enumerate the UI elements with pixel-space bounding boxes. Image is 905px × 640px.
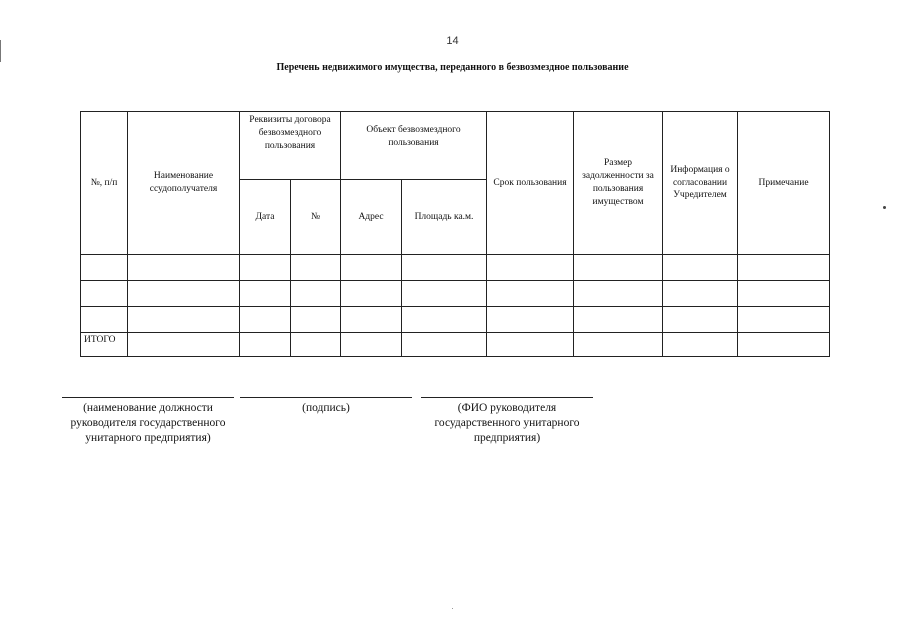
- table-cell: [738, 333, 830, 357]
- document-title: Перечень недвижимого имущества, переданного в безвозмездное пользование: [276, 62, 629, 73]
- signature-block-fio: [421, 397, 593, 446]
- table-cell: [341, 255, 402, 281]
- table-cell: [487, 333, 574, 357]
- table-cell: [240, 333, 291, 357]
- table-cell: [402, 255, 487, 281]
- header-term: Срок пользования: [487, 112, 574, 255]
- table-cell: [291, 333, 341, 357]
- table-row: [81, 307, 830, 333]
- signature-block-position: [62, 397, 234, 446]
- scan-speck: [452, 608, 453, 609]
- header-approval: Информация о согласовании Учредителем: [663, 112, 738, 255]
- table-cell: [663, 255, 738, 281]
- header-row-1: [81, 112, 830, 180]
- signature-block-signature: [240, 397, 412, 416]
- table-cell: [128, 307, 240, 333]
- table-cell: [128, 333, 240, 357]
- table-cell: [291, 255, 341, 281]
- table-cell: [291, 307, 341, 333]
- table-cell: [738, 255, 830, 281]
- table-cell: [240, 307, 291, 333]
- signature-line-signature: [240, 397, 412, 398]
- table-cell: [574, 281, 663, 307]
- table-cell: [738, 307, 830, 333]
- table-cell: [663, 307, 738, 333]
- total-row: [81, 333, 830, 357]
- header-num: №, п/п: [81, 112, 128, 255]
- table-cell: [574, 333, 663, 357]
- table-cell: [81, 307, 128, 333]
- table-cell: [402, 333, 487, 357]
- position-caption: (наименование должности руководителя государственного унитарного предприятия): [70, 402, 226, 444]
- total-label: ИТОГО: [81, 333, 128, 357]
- table-cell: [487, 255, 574, 281]
- header-contract-date: Дата: [240, 180, 291, 255]
- table-cell: [663, 333, 738, 357]
- header-area: Площадь ка.м.: [402, 180, 487, 255]
- table-cell: [240, 281, 291, 307]
- table-cell: [487, 281, 574, 307]
- table-cell: [574, 255, 663, 281]
- header-contract-number: №: [291, 180, 341, 255]
- signature-caption: (подпись): [302, 402, 350, 414]
- table-cell: [81, 281, 128, 307]
- signature-line-fio: [421, 397, 593, 398]
- table-cell: [341, 281, 402, 307]
- table-cell: [402, 307, 487, 333]
- header-borrower: Наименование ссудополучателя: [128, 112, 240, 255]
- table-cell: [341, 333, 402, 357]
- header-note: Примечание: [738, 112, 830, 255]
- table-row: [81, 281, 830, 307]
- signature-line-position: [62, 397, 234, 398]
- scan-speck: [883, 206, 886, 209]
- table-cell: [128, 281, 240, 307]
- table-cell: [341, 307, 402, 333]
- table-cell: [402, 281, 487, 307]
- table-cell: [574, 307, 663, 333]
- table-cell: [81, 255, 128, 281]
- table-cell: [240, 255, 291, 281]
- header-debt: Размер задолженности за пользования имуществом: [574, 112, 663, 255]
- table-cell: [128, 255, 240, 281]
- table-cell: [487, 307, 574, 333]
- fio-caption: (ФИО руководителя государственного унитарного предприятия): [434, 402, 580, 444]
- property-table: [80, 111, 830, 357]
- header-object: Объект безвозмездного пользования: [341, 112, 487, 180]
- table-row: [81, 255, 830, 281]
- table-cell: [738, 281, 830, 307]
- table-cell: [291, 281, 341, 307]
- table-cell: [663, 281, 738, 307]
- header-contract-details: Реквизиты договора безвозмездного пользования: [240, 112, 341, 180]
- page-number: 14: [446, 35, 459, 47]
- header-address: Адрес: [341, 180, 402, 255]
- scan-edge-mark: [0, 40, 1, 62]
